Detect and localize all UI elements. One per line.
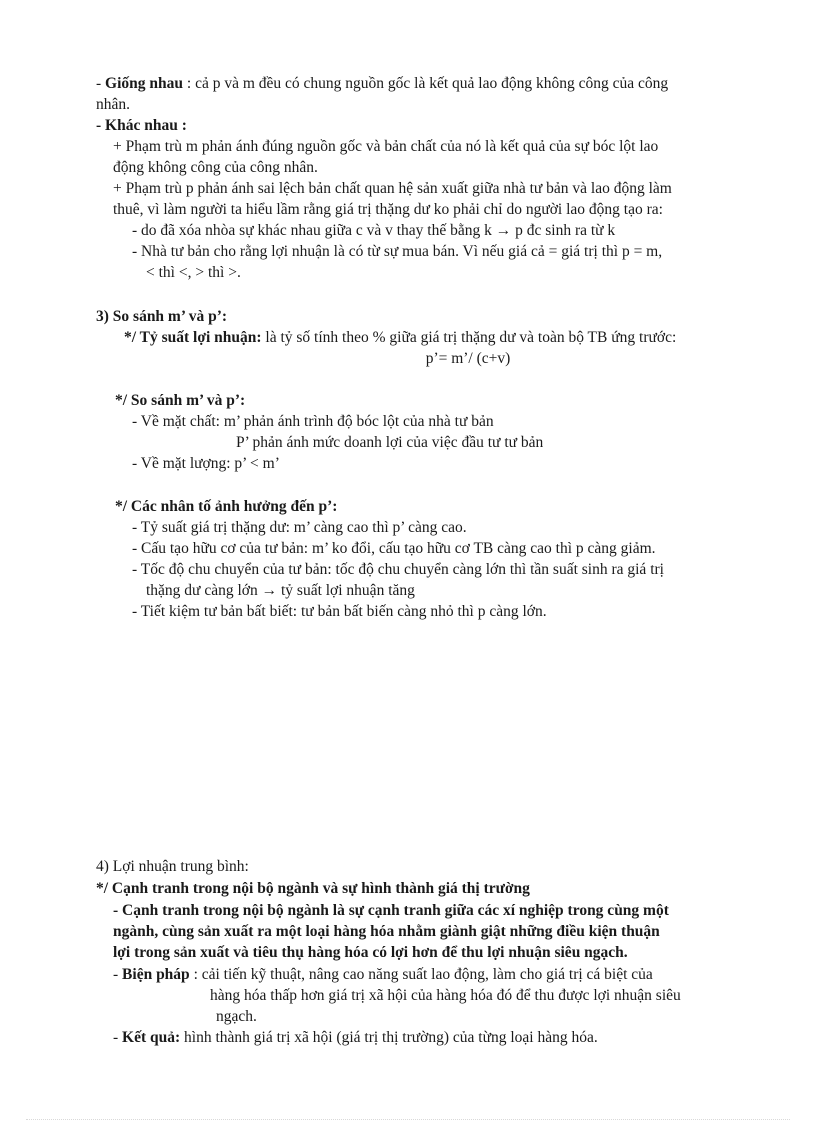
result-label: Kết quả: xyxy=(122,1029,181,1046)
competition-desc-1: - Cạnh tranh trong nội bộ ngành là sự cạnh tranh giữa các xí nghiệp trong cùng một xyxy=(113,902,669,919)
compare-quality-2: P’ phản ánh mức doanh lợi của việc đầu tư tư bản xyxy=(236,434,544,451)
factor-3-line-1: - Tốc độ chu chuyển của tư bản: tốc độ chu chuyển càng lớn thì tần suất sinh ra giá trị xyxy=(132,561,664,578)
measure-line-3: ngạch. xyxy=(216,1008,257,1025)
giong-nhau-line xyxy=(96,73,668,94)
pham-tru-p-line-1: + Phạm trù p phản ánh sai lệch bản chất quan hệ sản xuất giữa nhà tư bản và lao động làm xyxy=(113,180,672,197)
factor-3-line-2: thặng dư càng lớn → tỷ suất lợi nhuận tăng xyxy=(146,582,415,599)
measure-line-2: hàng hóa thấp hơn giá trị xã hội của hàng hóa đó để thu được lợi nhuận siêu xyxy=(210,987,681,1004)
giong-nhau-text: : cả p và m đều có chung nguồn gốc là kết quả lao động không công của công xyxy=(183,75,669,92)
factor-1: - Tỷ suất giá trị thặng dư: m’ càng cao thì p’ càng cao. xyxy=(132,519,467,536)
measure-text: : cải tiến kỹ thuật, nâng cao năng suất lao động, làm cho giá trị cá biệt của xyxy=(189,966,653,983)
competition-heading: */ Cạnh tranh trong nội bộ ngành và sự hình thành giá thị trường xyxy=(96,880,530,897)
compare-quantity: - Về mặt lượng: p’ < m’ xyxy=(132,455,280,472)
pham-tru-m-line-2: động không công của công nhân. xyxy=(113,159,318,176)
bullet: - xyxy=(113,1029,123,1046)
definition-text: là tỷ số tính theo % giữa giá trị thặng dư và toàn bộ TB ứng trước: xyxy=(261,329,677,346)
khac-nhau-label: - Khác nhau : xyxy=(96,117,187,134)
formula: p’= m’/ (c+v) xyxy=(425,350,511,367)
definition-line xyxy=(124,327,676,348)
result-line xyxy=(113,1027,598,1048)
factor-2: - Cấu tạo hữu cơ của tư bản: m’ ko đổi, cấu tạo hữu cơ TB càng cao thì p càng giảm. xyxy=(132,540,656,557)
pham-tru-m-line-1: + Phạm trù m phản ánh đúng nguồn gốc và bản chất của nó là kết quả của sự bóc lột lao xyxy=(113,138,659,155)
reason-2-line-1: - Nhà tư bản cho rằng lợi nhuận là có từ sự mua bán. Vì nếu giá cả = giá trị thì p = m, xyxy=(132,243,663,260)
bullet: - xyxy=(96,75,106,92)
reason-1: - do đã xóa nhòa sự khác nhau giữa c và v thay thế bằng k → p đc sinh ra từ k xyxy=(132,222,616,239)
compare-quality: - Về mặt chất: m’ phản ánh trình độ bóc lột của nhà tư bản xyxy=(132,413,494,430)
measure-label: Biện pháp xyxy=(122,966,190,983)
section-3-heading: 3) So sánh m’ và p’: xyxy=(96,308,228,325)
factors-heading: */ Các nhân tố ảnh hưởng đến p’: xyxy=(115,498,338,515)
definition-label: */ Tỷ suất lợi nhuận: xyxy=(124,329,262,346)
giong-nhau-line-2: nhân. xyxy=(96,96,131,113)
bullet: - xyxy=(113,966,123,983)
competition-desc-3: lợi trong sản xuất và tiêu thụ hàng hóa có lợi hơn để thu lợi nhuận siêu ngạch. xyxy=(113,944,628,961)
reason-2-line-2: < thì <, > thì >. xyxy=(146,264,241,281)
giong-nhau-label: Giống nhau xyxy=(105,75,184,92)
section-4-heading: 4) Lợi nhuận trung bình: xyxy=(96,858,249,875)
pham-tru-p-line-2: thuê, vì làm người ta hiểu lầm rằng giá trị thặng dư ko phải chỉ do người lao động tạo ra: xyxy=(113,201,663,218)
footer-divider xyxy=(26,1119,790,1120)
factor-4: - Tiết kiệm tư bản bất biết: tư bản bất biến càng nhỏ thì p càng lớn. xyxy=(132,603,547,620)
result-text: hình thành giá trị xã hội (giá trị thị trường) của từng loại hàng hóa. xyxy=(180,1029,598,1046)
compare-heading: */ So sánh m’ và p’: xyxy=(115,392,246,409)
competition-desc-2: ngành, cùng sản xuất ra một loại hàng hóa nhằm giành giật những điều kiện thuận xyxy=(113,923,660,940)
measure-line xyxy=(113,964,653,985)
